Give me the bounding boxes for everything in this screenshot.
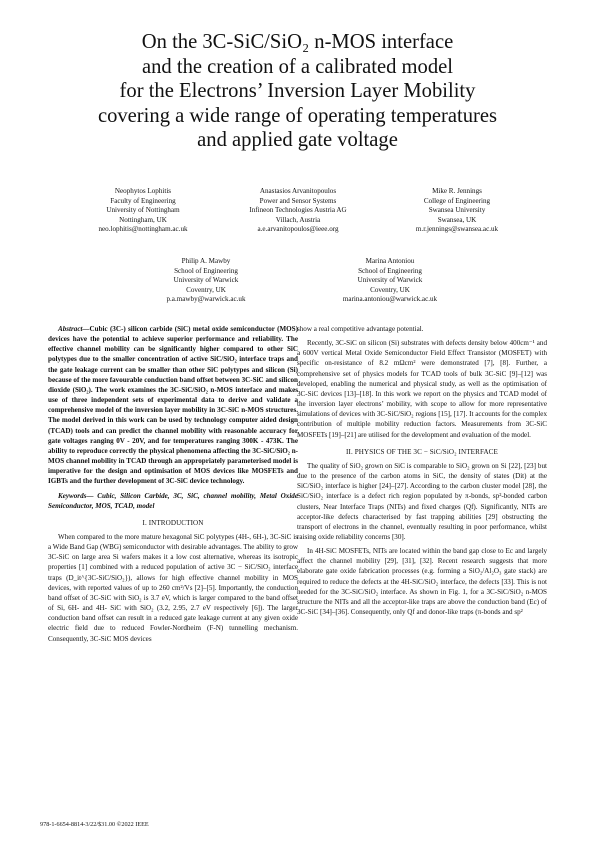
author-city: Swansea, UK	[437, 215, 477, 224]
left-column	[48, 324, 298, 644]
paragraph: When compared to the more mature hexagonal SiC polytypes (4H-, 6H-), 3C-SiC is a Wide Band Gap (WBG) semiconductor with desirable advantages. The ability to grow 3C-SiC on large area Si wafers makes it a low cost alternative, whereas its isotropic properties [1] combined with a reduced population of active 3C − SiC/SiO₂ interface traps (D_it^{3C-SiC/SiO₂}), allows for high effective channel mobility in MOS devices, with reported values of up to 260 cm²/Vs [2]–[5]. Importantly, the conduction band offset of 3C-SiC with SiO₂ is 3.7 eV, which is larger compared to the band offset of Si, 6H- and 4H- SiC with SiO₂ (3.2, 2.95, 2.7 eV respectively [6]). The larger conduction band offset can result in a reduced gate leakage current at any given oxide electric field due to reduced Fowler-Nordheim (F-N) tunnelling mechanism. Consequently, 3C-SiC MOS devices	[48, 532, 298, 643]
title-line: and applied gate voltage	[197, 129, 398, 152]
author-name: Anastasios Arvanitopoulos	[259, 187, 337, 195]
author-name: Mike R. Jennings	[432, 187, 482, 195]
title-line: On the 3C-SiC/SiO₂ n-MOS interface	[141, 31, 454, 53]
author-email: neo.lophitis@nottingham.ac.uk	[98, 225, 188, 234]
author-email: m.r.jennings@swansea.ac.uk	[415, 225, 499, 234]
author-email: marina.antoniou@warwick.ac.uk	[342, 295, 438, 304]
author-dept: Faculty of Engineering	[110, 196, 176, 205]
abstract-lead: Abstract—	[58, 325, 90, 333]
author-block	[111, 257, 301, 305]
author-org: University of Warwick	[173, 276, 239, 285]
author-name: Marina Antoniou	[365, 257, 415, 265]
paragraph: show a real competitive advantage potential.	[297, 325, 424, 333]
author-org: University of Nottingham	[106, 206, 180, 215]
title-line: and the creation of a calibrated model	[141, 55, 454, 78]
section-heading-physics: II. PHYSICS OF THE 3C − SiC/SiO₂ INTERFACE	[346, 447, 498, 456]
author-dept: College of Engineering	[423, 196, 491, 205]
title-line: covering a wide range of operating temperatures	[97, 104, 498, 127]
author-city: Nottingham, UK	[119, 215, 167, 224]
paragraph: The quality of SiO₂ grown on SiC is comparable to SiO₂ grown on Si [22], [23] but due to the presence of the carbon atoms in SiC, the density of states (Dit) at the SiC/SiO₂ interface is higher [24]–[27]. According to the carbon cluster model [28], the SiC/SiO₂ interface is a defect rich region populated by π-bonds, sp²-bonded carbon clusters, Near Interface Traps (NITs) and fixed charges (Qf). Significantly, NITs are acceptor-like defects characterised by fast trapping abilities [29] obstructing the transport of electrons in the channel, eventually resulting in poor performance, whilst raising oxide reliability concerns [30].	[297, 461, 547, 541]
paragraph: Recently, 3C-SiC on silicon (Si) substrates with defects density below 400cm⁻¹ and a 600V vertical Metal Oxide Semiconductor Field Effect Transistor (MOSFET) with specific on-resistance of 8.2 mΩcm² were demonstrated [7], [8]. Further, a comprehensive set of physics models for TCAD tools of bulk 3C-SiC [9]–[12] was developed, enabling the numerical and physical study, as well as the optimisation of 3C-SiC devices [13]–[18]. In this work we report on the physics and TCAD model of the inversion layer electrons’ mobility, with scope to allow for more representative simulations of devices with 3C-SiC/SiO₂ regions [15], [17]. It accounts for the complex contribution of multiple mobility reduction factors. Measurements from 3C-SiC MOSFETs [19]–[21] are utilised for the development and evaluation of the model.	[297, 339, 547, 439]
paper-title	[40, 30, 555, 153]
copyright-footer: 978-1-6654-8814-3/22/$31.00 ©2022 IEEE	[40, 821, 149, 828]
author-email: a.e.arvanitopoulos@ieee.org	[257, 225, 339, 234]
author-org: Infineon Technologies Austria AG	[249, 206, 347, 215]
author-city: Coventry, UK	[186, 285, 226, 294]
author-block	[362, 187, 552, 235]
right-column	[297, 324, 547, 617]
author-dept: School of Engineering	[174, 266, 238, 275]
paragraph: In 4H-SiC MOSFETs, NITs are located within the band gap close to Ec and largely affect the channel mobility [29], [31], [32]. Recent research suggests that more elaborate gate oxide fabrication processes (e.g. forming a SiO₂/Al₂O₃ gate stack) are required to reduce the defects at the 4H-SiC/SiO₂ interface, the defects [33]. This is not needed for the 3C-SiC/SiO₂ interface. As shown in Fig. 1, for a 3C-SiC/SiO₂ n-MOS structure the NITs and all the acceptor-like traps are above the conduction band (Ec) of 3C-SiC [34]–[36]. Consequently, only Qf and donor-like traps (π-bonds and sp²	[297, 547, 547, 617]
author-block	[295, 257, 485, 305]
author-name: Neophytos Lophitis	[114, 187, 172, 195]
section-heading-introduction: I. INTRODUCTION	[142, 518, 204, 527]
author-city: Villach, Austria	[275, 215, 321, 224]
author-city: Coventry, UK	[370, 285, 410, 294]
keywords: Keywords— Cubic, Silicon Carbide, 3C, SiC, channel mobility, Metal Oxide Semiconductor, MOS, TCAD, model	[48, 491, 298, 510]
author-org: Swansea University	[428, 206, 486, 215]
author-email: p.a.mawby@warwick.ac.uk	[166, 295, 246, 304]
author-name: Philip A. Mawby	[181, 257, 231, 265]
abstract-body: Cubic (3C-) silicon carbide (SiC) metal oxide semiconductor (MOS) devices have the potential to achieve superior performance and reliability. The effective channel mobility can be significantly higher compared to other SiC polytypes due to the smaller concentration of active SiC/SiO₂ interface traps and the gate leakage current can be smaller than other SiC polytypes and silicon (Si) because of the more favourable conduction band offset between 3C-SiC and silicon dioxide (SiO₂). The work examines the 3C-SiC/SiO₂ n-MOS interface and makes use of three independent sets of experimental data to derive and validate a comprehensive model of the inversion layer mobility in 3C-SiC n-MOS structures. The model derived in this work can be used by technology computer aided design (TCAD) tools and can predict the channel mobility with reasonable accuracy for gate voltages ranging 0V - 20V, and for temperatures ranging 300K - 473K. The ability to reproduce correctly the physical phenomena affecting the 3C-SiC/SiO₂ n-MOS channel mobility in TCAD through an appropriately parameterised model is imperative for the design and optimisation of MOS devices like MOSFETs and IGBTs and the further development of 3C-SiC device technology.	[48, 325, 298, 486]
abstract	[48, 324, 298, 487]
title-line: for the Electrons’ Inversion Layer Mobility	[119, 80, 476, 103]
author-dept: Power and Sensor Systems	[259, 196, 337, 205]
author-org: University of Warwick	[357, 276, 423, 285]
author-dept: School of Engineering	[358, 266, 422, 275]
